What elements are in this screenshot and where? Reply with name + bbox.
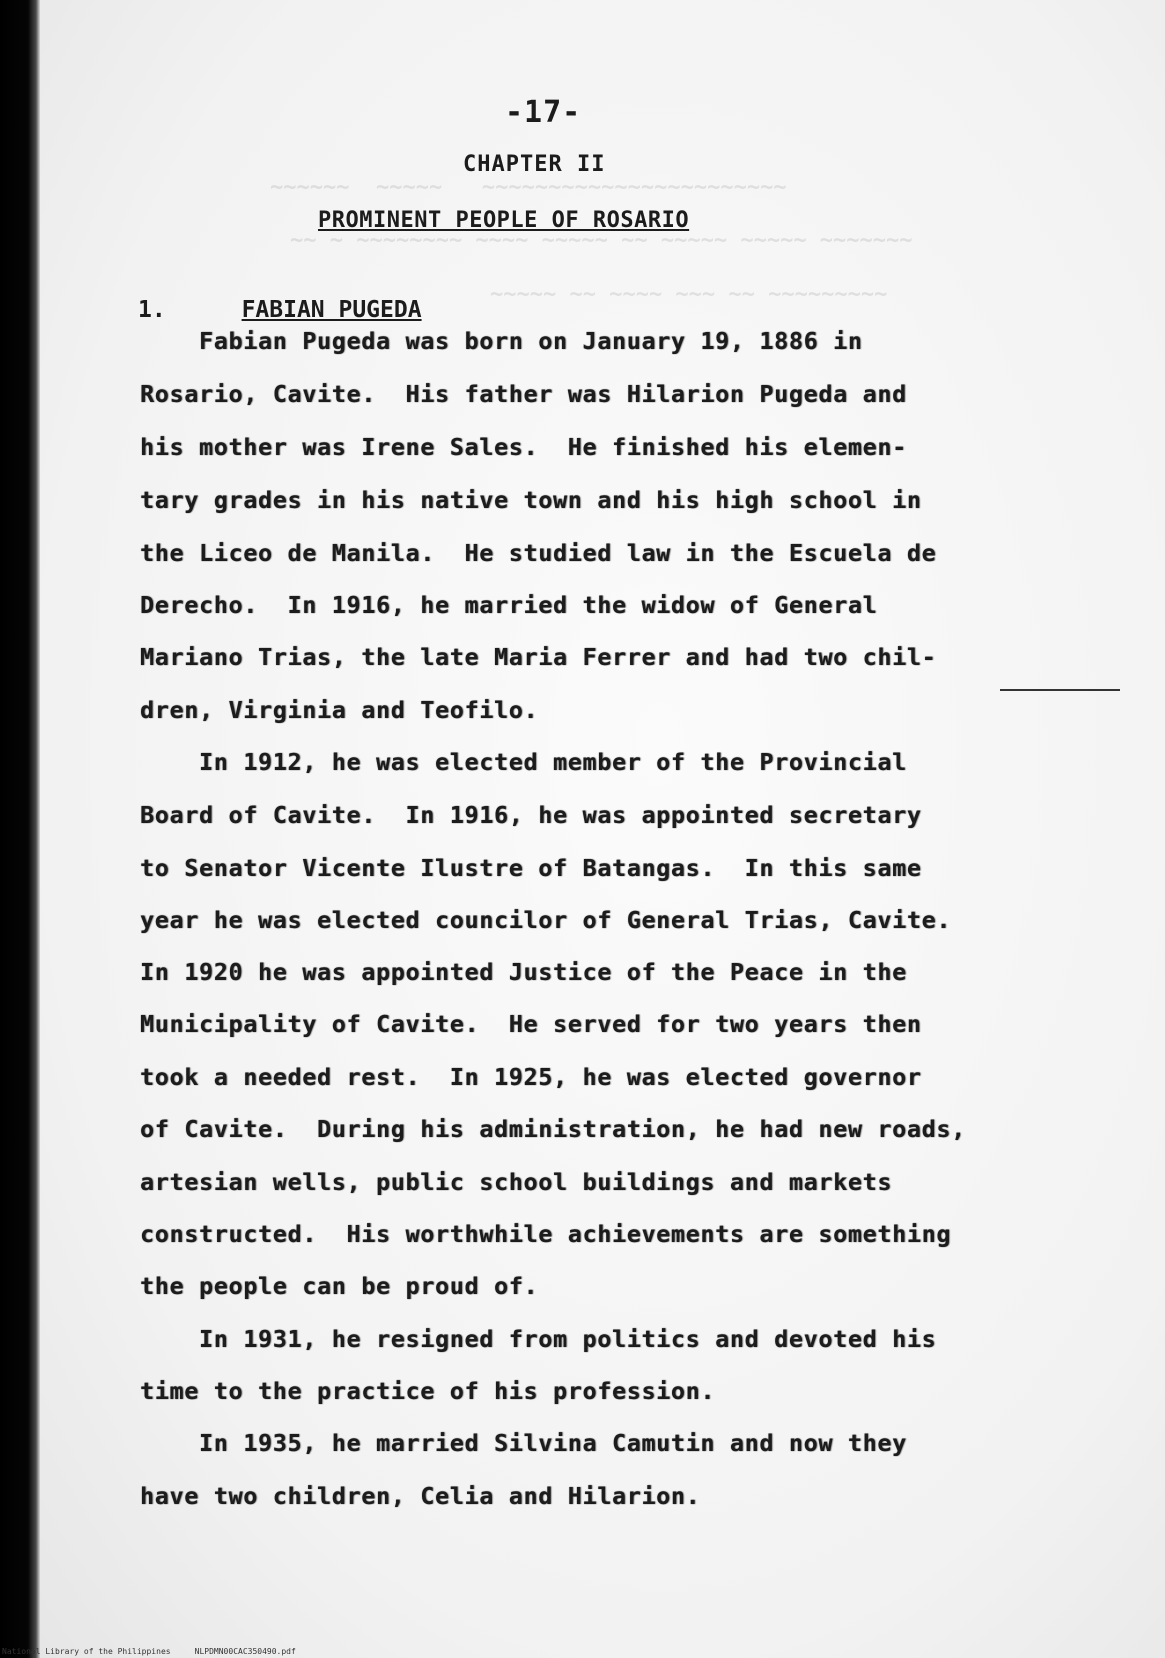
text-line: to Senator Vicente Ilustre of Batangas. In this same: [140, 854, 922, 882]
bleed-through-text: ~~ ~ ~~~~~~~~ ~~~~ ~~~~~ ~~ ~~~~~ ~~~~~ ~~~~~~~: [290, 228, 913, 253]
binding-edge: [0, 0, 40, 1658]
text-line: took a needed rest. In 1925, he was elected governor: [140, 1063, 922, 1091]
text-line: Derecho. In 1916, he married the widow of General: [140, 591, 878, 619]
text-line: constructed. His worthwhile achievements are something: [140, 1220, 952, 1248]
text-line: the people can be proud of.: [140, 1272, 539, 1300]
stray-mark: [1000, 689, 1120, 691]
bleed-through-text: ~~~~~ ~~ ~~~~ ~~~ ~~ ~~~~~~~~~: [490, 282, 888, 307]
subsection-label: [138, 297, 422, 323]
section-heading: PROMINENT PEOPLE OF ROSARIO: [318, 208, 690, 233]
text-line: Rosario, Cavite. His father was Hilarion Pugeda and: [140, 380, 907, 408]
scan-footer: National Library of the Philippines NLPDMN00CAC350490.pdf: [2, 1647, 296, 1656]
text-line: In 1912, he was elected member of the Provincial: [140, 748, 907, 776]
text-line: of Cavite. During his administration, he had new roads,: [140, 1115, 966, 1143]
text-line: In 1931, he resigned from politics and devoted his: [140, 1325, 937, 1353]
subsection-title: FABIAN PUGEDA: [241, 297, 422, 323]
text-line: year he was elected councilor of General Trias, Cavite.: [140, 906, 952, 934]
text-line: artesian wells, public school buildings and markets: [140, 1168, 893, 1196]
text-line: Municipality of Cavite. He served for two years then: [140, 1010, 922, 1038]
text-line: tary grades in his native town and his high school in: [140, 486, 922, 514]
chapter-title: CHAPTER II: [463, 152, 606, 177]
text-line: In 1935, he married Silvina Camutin and now they: [140, 1429, 907, 1457]
subsection-number: 1.: [138, 297, 166, 323]
text-line: dren, Virginia and Teofilo.: [140, 696, 539, 724]
bleed-through-text: ~~~~~~ ~~~~~ ~~~~~~~~~~~~~~~~~~~~~~~: [270, 175, 787, 200]
page-number: -17-: [505, 95, 582, 130]
text-line: In 1920 he was appointed Justice of the Peace in the: [140, 958, 907, 986]
text-line: Mariano Trias, the late Maria Ferrer and had two chil-: [140, 643, 937, 671]
text-line: Board of Cavite. In 1916, he was appointed secretary: [140, 801, 922, 829]
text-line: have two children, Celia and Hilarion.: [140, 1482, 701, 1510]
text-line: his mother was Irene Sales. He finished his elemen-: [140, 433, 907, 461]
text-line: Fabian Pugeda was born on January 19, 1886 in: [140, 327, 863, 355]
text-line: time to the practice of his profession.: [140, 1377, 716, 1405]
text-line: the Liceo de Manila. He studied law in the Escuela de: [140, 539, 937, 567]
document-page: [40, 0, 1165, 1658]
